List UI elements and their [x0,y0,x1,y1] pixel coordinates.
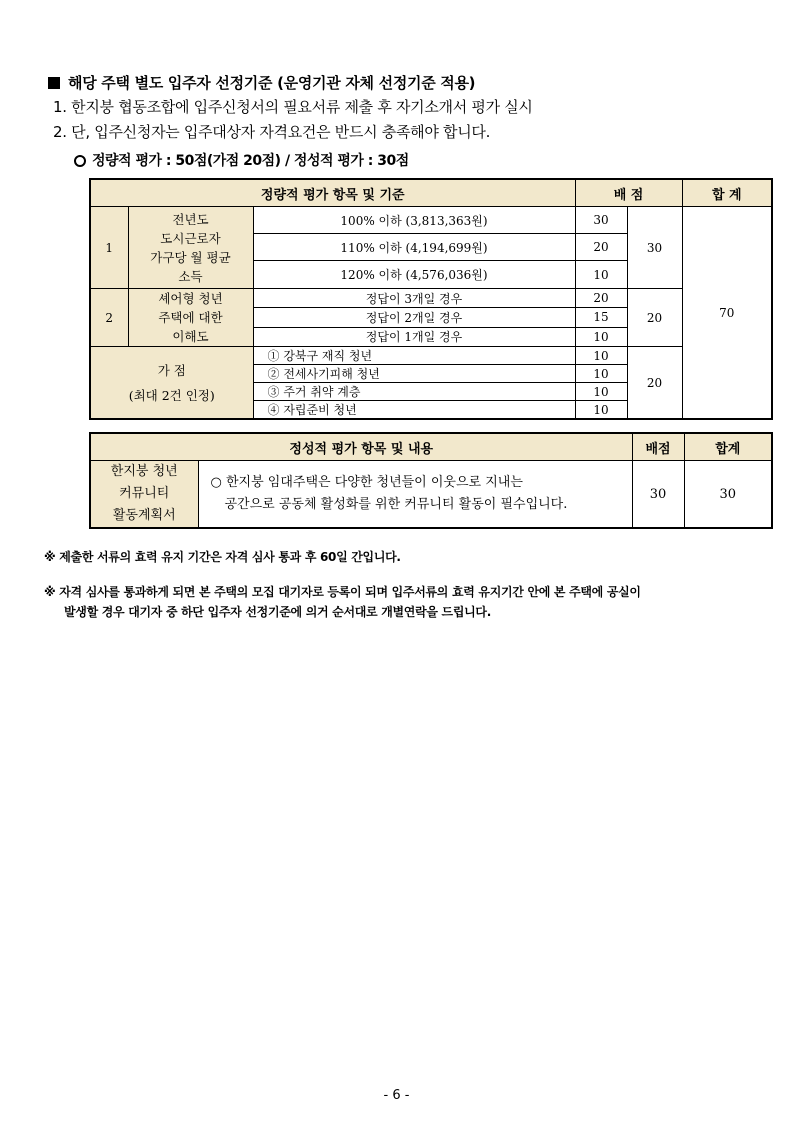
list-item-2: 2. 단, 입주신청자는 입주대상자 자격요건은 반드시 충족해야 합니다. [53,123,491,141]
description-line: ○ 한지붕 임대주택은 다양한 청년들이 이웃으로 지내는 [210,475,523,490]
group-label-bonus [90,347,253,420]
points-cell: 30 [632,461,684,529]
criterion-cell: 120% 이하 (4,576,036원) [253,261,575,289]
label-line: 도시근로자 [160,230,221,246]
table-row [90,289,772,308]
table-header-row [90,433,772,461]
points-cell: 10 [575,401,627,420]
points-header: 배 점 [575,179,682,207]
sub-heading-text: 정량적 평가 : 50점(가점 20점) / 정성적 평가 : 30점 [92,153,409,169]
criterion-cell: 정답이 3개일 경우 [253,289,575,308]
grand-total-cell: 70 [682,207,772,420]
criterion-cell: ② 전세사기피해 청년 [253,365,575,383]
table-row [90,347,772,365]
label-line: 활동계획서 [112,508,176,523]
qualitative-criteria-table [89,432,773,529]
table-header-row [90,179,772,207]
total-cell: 30 [684,461,772,529]
label-line: 주택에 대한 [158,310,223,325]
points-cell: 10 [575,327,627,346]
label-line: 이해도 [172,329,209,344]
label-line: (최대 2건 인정) [128,387,215,403]
points-cell: 10 [575,383,627,401]
note-line: 발생할 경우 대기자 중 하단 입주자 선정기준에 의거 순서대로 개별연락을 드립니다. [64,605,491,619]
label-line: 소득 [178,268,203,284]
points-cell: 20 [575,234,627,261]
group-label-understanding [128,289,253,347]
criterion-cell: 110% 이하 (4,194,699원) [253,234,575,261]
table-row [90,207,772,234]
points-cell: 20 [575,289,627,308]
points-cell: 30 [575,207,627,234]
label-line: 전년도 [172,211,209,227]
label-line: 가구당 월 평균 [150,249,231,265]
item-header: 정성적 평가 항목 및 내용 [90,433,632,461]
list-item-1: 1. 한지붕 협동조합에 입주신청서의 필요서류 제출 후 자기소개서 평가 실시 [53,98,533,116]
points-cell: 10 [575,365,627,383]
note-waitlist [44,582,641,622]
criterion-cell: ① 강북구 재직 청년 [253,347,575,365]
section-heading [48,72,475,93]
description-line: 공간으로 공동체 활성화를 위한 커뮤니티 활동이 필수입니다. [224,497,568,512]
points-cell: 10 [575,347,627,365]
quantitative-criteria-table [89,178,773,420]
points-cell: 10 [575,261,627,289]
subtotal-cell: 30 [627,207,682,289]
group-number: 2 [90,289,128,347]
points-cell: 15 [575,308,627,327]
activity-plan-label [90,461,198,529]
label-line: 셰어형 청년 [158,291,223,306]
square-bullet-icon [48,77,60,89]
note-line: ※ 자격 심사를 통과하게 되면 본 주택의 모집 대기자로 등록이 되며 입주서류의 효력 유지기간 안에 본 주택에 공실이 [44,585,641,599]
sub-heading [74,150,409,170]
criterion-cell: ③ 주거 취약 계층 [253,383,575,401]
group-label-income [128,207,253,289]
criterion-cell: 100% 이하 (3,813,363원) [253,207,575,234]
note-validity: ※ 제출한 서류의 효력 유지 기간은 자격 심사 통과 후 60일 간입니다. [44,550,401,564]
table-row [90,461,772,529]
criteria-header: 정량적 평가 항목 및 기준 [90,179,575,207]
total-header: 합계 [684,433,772,461]
criterion-cell: 정답이 1개일 경우 [253,327,575,346]
subtotal-cell: 20 [627,289,682,347]
section-heading-text: 해당 주택 별도 입주자 선정기준 (운영기관 자체 선정기준 적용) [68,74,476,92]
activity-plan-description [198,461,632,529]
total-header: 합 계 [682,179,772,207]
label-line: 가 점 [157,362,186,378]
group-number: 1 [90,207,128,289]
page-number: - 6 - [383,1088,410,1103]
label-line: 커뮤니티 [119,486,170,501]
criterion-cell: ④ 자립준비 청년 [253,401,575,420]
circle-bullet-icon [74,155,86,167]
subtotal-cell: 20 [627,347,682,420]
points-header: 배점 [632,433,684,461]
label-line: 한지붕 청년 [110,464,178,479]
criterion-cell: 정답이 2개일 경우 [253,308,575,327]
